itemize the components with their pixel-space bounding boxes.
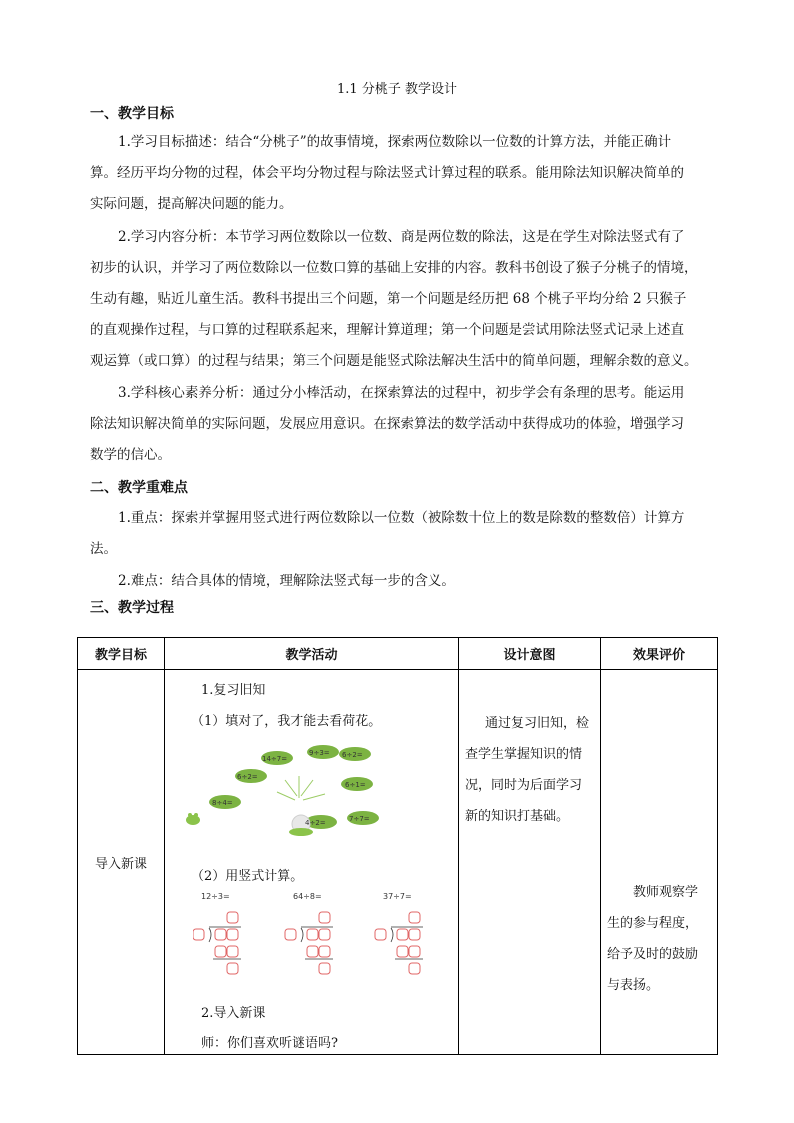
division-bracket (391, 927, 423, 959)
section3-heading: 三、教学过程 (90, 600, 174, 616)
step2-label: 2.导入新课 (201, 1006, 266, 1021)
intent-text (459, 670, 600, 832)
section2-paragraph-2 (90, 566, 704, 597)
text-line: 的直观操作过程，与口算的过程联系起来，理解计算道理；第一个问题是尝试用除法竖式记录上述直 (90, 322, 684, 338)
text-line: 2.难点：结合具体的情境，理解除法竖式每一步的含义。 (118, 573, 455, 589)
reed (301, 780, 313, 796)
text-line: 通过复习旧知，检 (485, 716, 590, 731)
header-evaluation: 效果评价 (601, 638, 718, 670)
activity-content (165, 670, 458, 1054)
text-line: 3.学科核心素养分析：通过分小棒活动，在探索算法的过程中，初步学会有条理的思考。能运用 (118, 385, 685, 401)
reed (277, 792, 295, 800)
lily-label: 9÷3= (309, 749, 330, 757)
text-line: 法。 (90, 541, 117, 557)
step1-label: 1.复习旧知 (201, 683, 266, 698)
question1: （1）填对了，我才能去看荷花。 (191, 714, 382, 729)
process-table (77, 637, 718, 1055)
text-line: 生动有趣，贴近儿童生活。教科书提出三个问题，第一个问题是经历把 68 个桃子平均分给 2 只猴子 (90, 291, 687, 307)
header-intent: 设计意图 (459, 638, 601, 670)
text-line: 算。经历平均分物的过程，体会平均分物过程与除法竖式计算过程的联系。能用除法知识解决简单的 (90, 165, 684, 181)
lily-label: 14÷7= (262, 755, 288, 763)
division-bracket (301, 927, 333, 959)
division-bracket (209, 927, 241, 959)
text-line: 数学的信心。 (90, 447, 171, 463)
header-activity: 教学活动 (165, 638, 459, 670)
problem-label: 64÷8= (293, 892, 322, 901)
lily-label: 4÷2= (305, 819, 326, 827)
text-line: 与表扬。 (607, 978, 660, 993)
text-line: 实际问题，提高解决问题的能力。 (90, 196, 293, 212)
table-row (78, 670, 718, 1055)
evaluation-cell (601, 670, 718, 1055)
division-problem-1 (201, 892, 230, 901)
reed (285, 780, 297, 796)
division-problem-3 (383, 892, 412, 901)
header-goal: 教学目标 (78, 638, 165, 670)
table-header-row (78, 638, 718, 670)
division-grid-1 (193, 912, 238, 974)
text-line: 查学生掌握知识的情 (465, 747, 583, 762)
text-line: 初步的认识，并学习了两位数除以一位数口算的基础上安排的内容。教科书创设了猴子分桃子的情境， (90, 260, 698, 276)
lily-label: 6÷2= (237, 773, 258, 781)
section1-paragraph-1 (90, 127, 704, 220)
text-line: 1.学习目标描述：结合“分桃子”的故事情境，探索两位数除以一位数的计算方法，并能正确计 (118, 134, 672, 150)
lotus-leaf (289, 828, 313, 836)
division-grid-2 (285, 912, 330, 974)
text-line: 生的参与程度， (607, 916, 699, 931)
text-line: 观运算（或口算）的过程与结果；第三个问题是能竖式除法解决生活中的简单问题，理解余数的意义。 (90, 353, 698, 369)
lily-label: 6÷2= (342, 751, 363, 759)
text-line: 1.重点：探索并掌握用竖式进行两位数除以一位数（被除数十位上的数是除数的整数倍）计算方 (118, 510, 685, 526)
section2-paragraph-1 (90, 503, 704, 565)
division-problem-2 (293, 892, 322, 901)
section1-heading: 一、教学目标 (90, 106, 174, 122)
text-line: 教师观察学 (633, 885, 699, 900)
text-line: 新的知识打基础。 (465, 809, 570, 824)
lily-label: 8÷4= (212, 799, 233, 807)
lily-label: 6÷1= (345, 781, 366, 789)
teacher-question: 师：你们喜欢听谜语吗? (201, 1036, 338, 1051)
lily-label: 7÷7= (349, 815, 370, 823)
doc-title: 1.1 分桃子 教学设计 (337, 82, 457, 97)
frog-icon (186, 813, 200, 825)
section1-paragraph-2 (90, 222, 704, 377)
section2-heading: 二、教学重难点 (90, 480, 188, 496)
text-line: 给予及时的鼓励 (607, 947, 699, 962)
question2: （2）用竖式计算。 (191, 869, 304, 884)
goal-cell (78, 670, 165, 1055)
problem-label: 37÷7= (383, 892, 412, 901)
text-line: 况，同时为后面学习 (465, 778, 583, 793)
reed (303, 794, 325, 800)
text-line: 2.学习内容分析：本节学习两位数除以一位数、商是两位数的除法，这是在学生对除法竖式有了 (118, 229, 685, 245)
division-grids (193, 910, 443, 980)
activity-cell (165, 670, 459, 1055)
evaluation-text (601, 670, 717, 1001)
problem-label: 12÷3= (201, 892, 230, 901)
intent-cell (459, 670, 601, 1055)
goal-text: 导入新课 (94, 856, 147, 872)
text-line: 除法知识解决简单的实际问题，发展应用意识。在探索算法的数学活动中获得成功的体验，增强学习 (90, 416, 684, 432)
section1-paragraph-3 (90, 378, 704, 471)
division-grid-3 (375, 912, 420, 974)
